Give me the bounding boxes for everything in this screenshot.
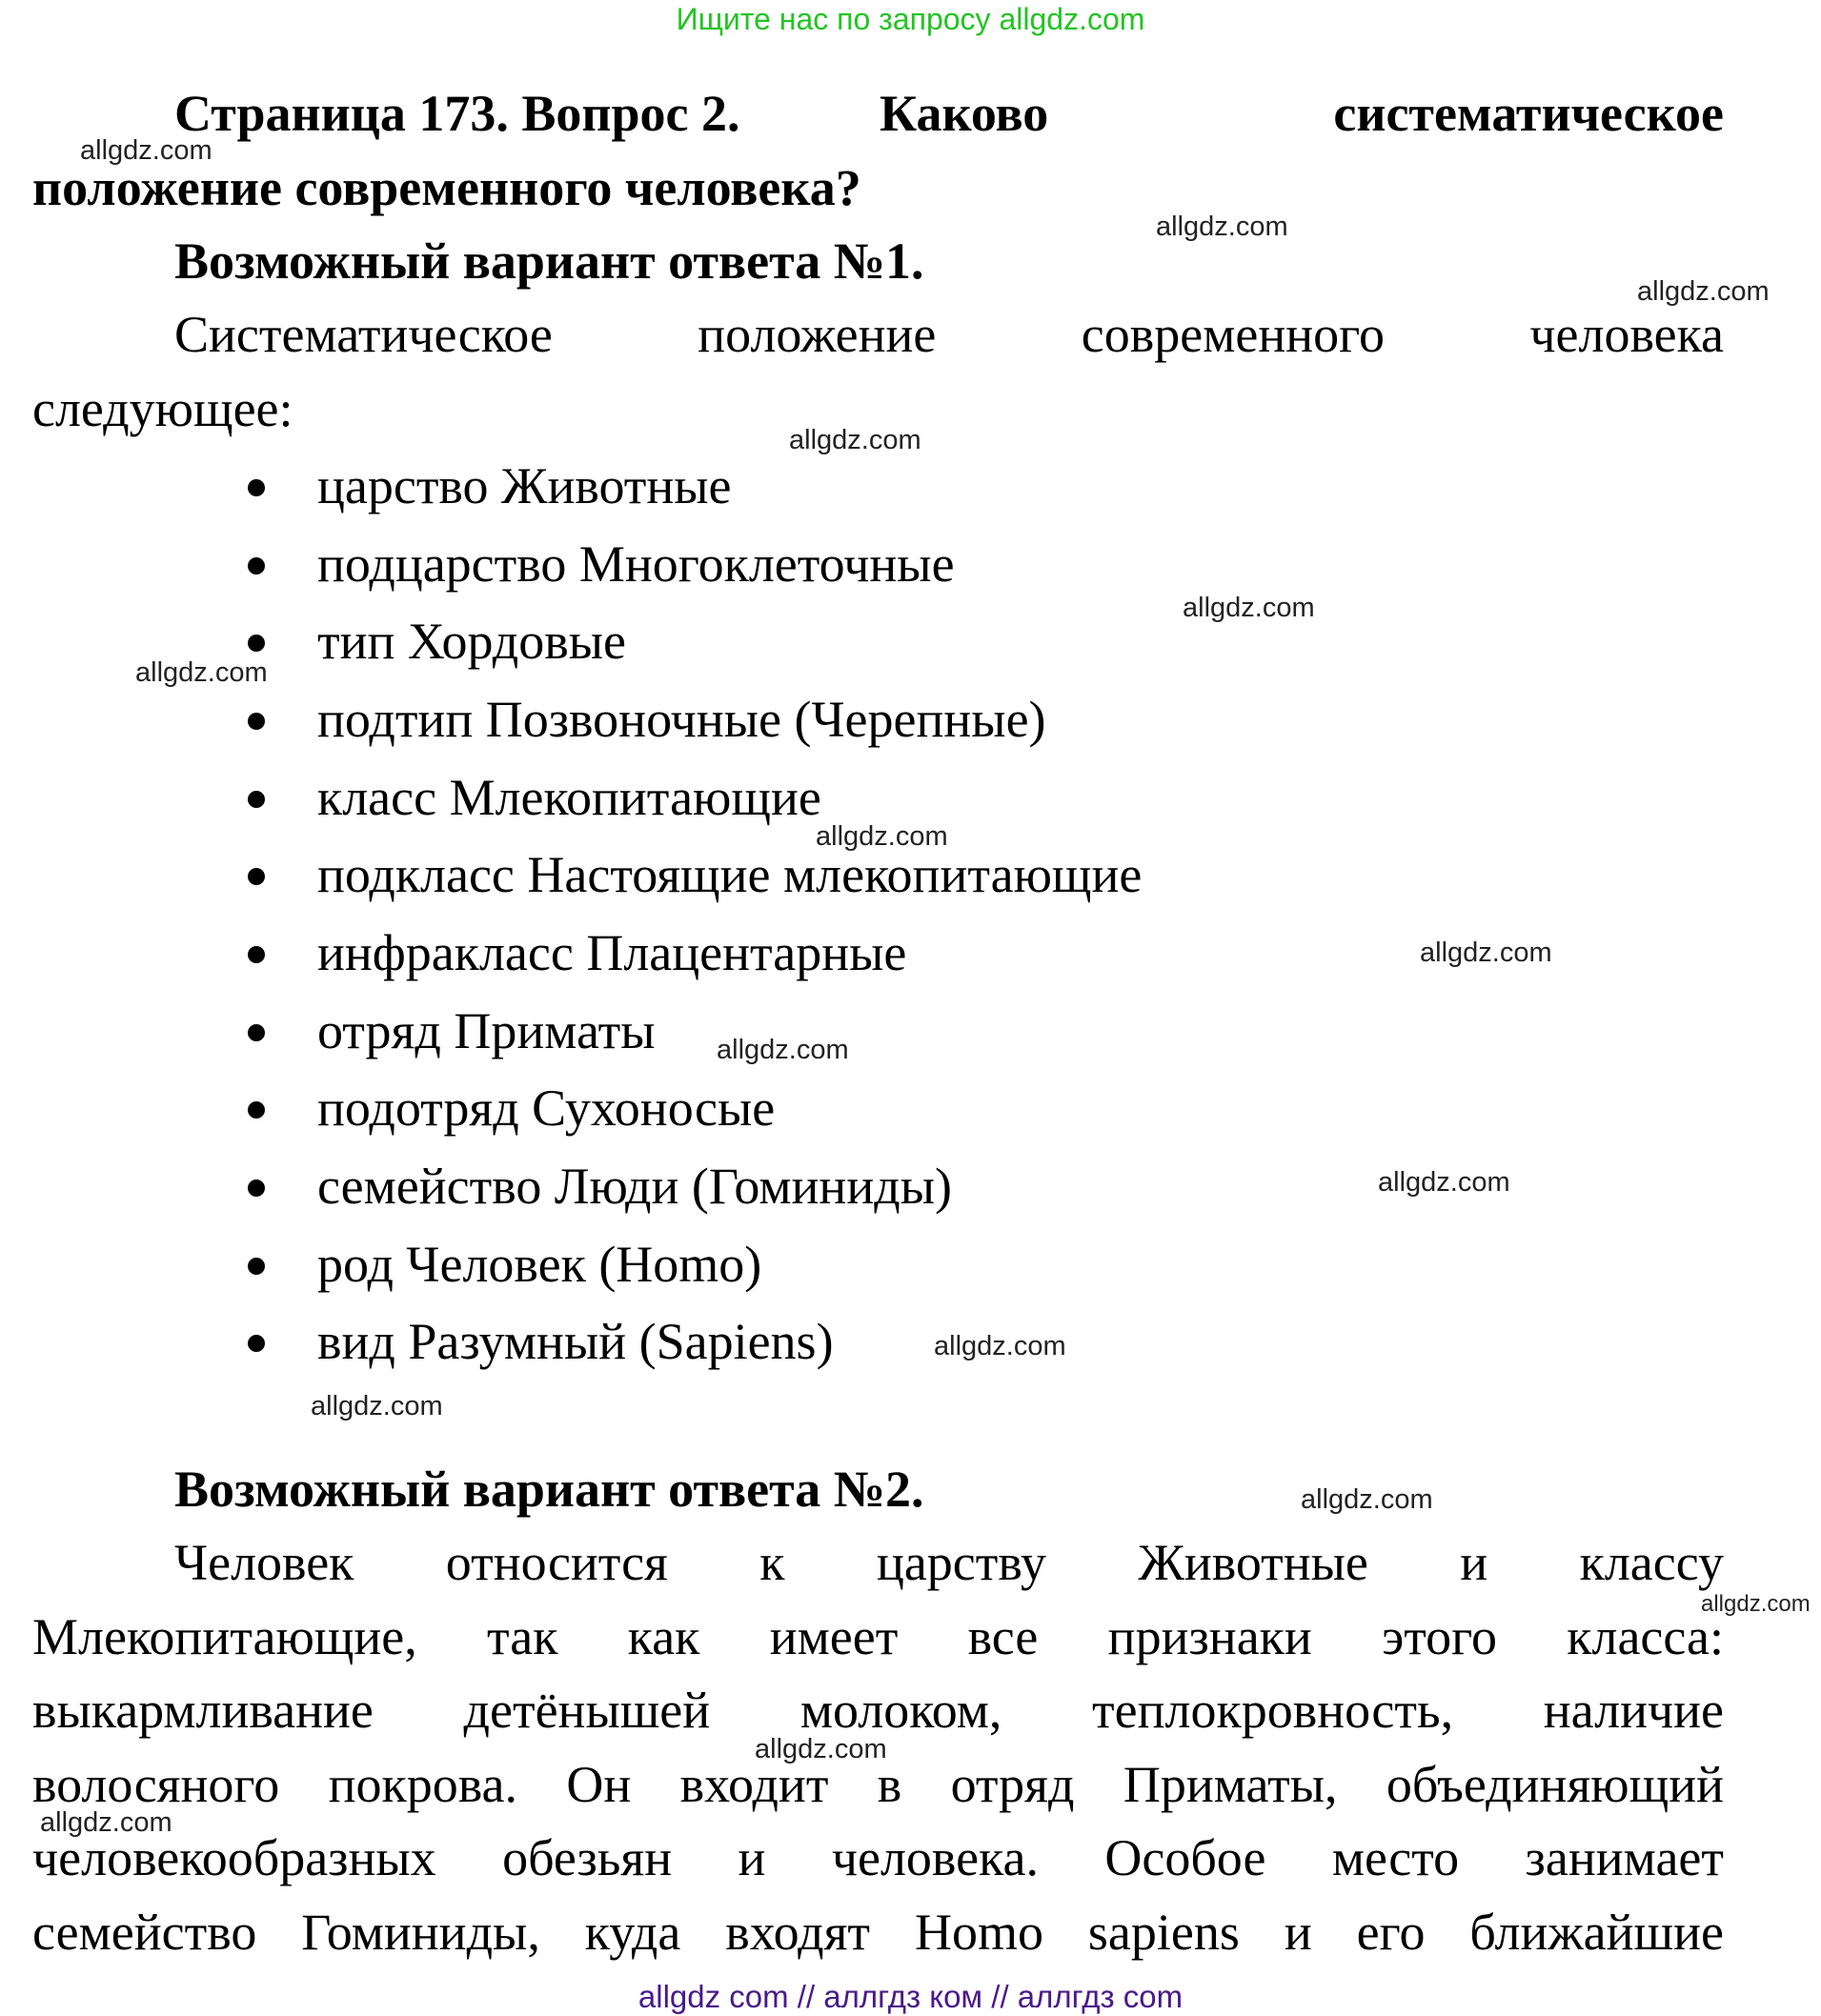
- answer2-line: Млекопитающие, так как имеет все признаки этого класса:: [32, 1608, 1724, 1665]
- watermark: allgdz.com: [135, 657, 268, 688]
- watermark: allgdz.com: [80, 135, 212, 166]
- answer1-intro: Систематическое положение современного человека: [174, 306, 1724, 363]
- watermark: allgdz.com: [1701, 1591, 1811, 1617]
- answer2-line: семейство Гоминиды, куда входят Homo sapiens и его ближайшие: [32, 1904, 1724, 1961]
- bullet-icon: [248, 635, 265, 652]
- answer2-line: волосяного покрова. Он входит в отряд Приматы, объединяющий: [32, 1756, 1724, 1813]
- watermark: allgdz.com: [934, 1331, 1066, 1361]
- bullet-icon: [248, 946, 265, 963]
- watermark: allgdz.com: [755, 1734, 887, 1764]
- watermark: allgdz.com: [40, 1807, 172, 1838]
- watermark: allgdz.com: [1156, 212, 1288, 242]
- question-title-line2: положение современного человека?: [32, 159, 861, 216]
- watermark: allgdz.com: [1183, 593, 1315, 623]
- question-word: систематическое: [1333, 85, 1724, 142]
- bullet-icon: [248, 868, 265, 885]
- watermark: allgdz.com: [1420, 937, 1552, 968]
- answer2-line: выкармливание детёнышей молоком, теплокровность, наличие: [32, 1682, 1724, 1739]
- search-banner[interactable]: Ищите нас по запросу allgdz.com: [676, 2, 1145, 36]
- watermark: allgdz.com: [816, 821, 948, 852]
- bullet-icon: [248, 479, 265, 496]
- question-title-line1: [174, 84, 1724, 143]
- question-number: Страница 173. Вопрос 2.: [174, 85, 740, 142]
- answer2-heading: Возможный вариант ответа №2.: [174, 1461, 924, 1518]
- watermark: allgdz.com: [1301, 1484, 1433, 1515]
- footer-links[interactable]: allgdz com // аллгдз ком // аллгдз com: [637, 1979, 1184, 2014]
- bullet-icon: [248, 1335, 265, 1352]
- answer1-intro-cont: следующее:: [32, 380, 293, 437]
- bullet-icon: [248, 1258, 265, 1275]
- answer2-line: человекообразных обезьян и человека. Особое место занимает: [32, 1829, 1724, 1886]
- answer1-heading: Возможный вариант ответа №1.: [174, 232, 924, 290]
- watermark: allgdz.com: [1637, 276, 1770, 307]
- bullet-icon: [248, 1179, 265, 1197]
- bullet-icon: [248, 791, 265, 808]
- answer2-line: Человек относится к царству Животные и классу: [174, 1534, 1724, 1591]
- watermark: allgdz.com: [717, 1035, 849, 1065]
- watermark: allgdz.com: [311, 1391, 443, 1421]
- bullet-icon: [248, 713, 265, 730]
- bullet-icon: [248, 557, 265, 575]
- bullet-icon: [248, 1101, 265, 1119]
- question-word: Каково: [880, 85, 1049, 142]
- watermark: allgdz.com: [1378, 1167, 1510, 1198]
- watermark: allgdz.com: [789, 425, 921, 455]
- bullet-icon: [248, 1024, 265, 1041]
